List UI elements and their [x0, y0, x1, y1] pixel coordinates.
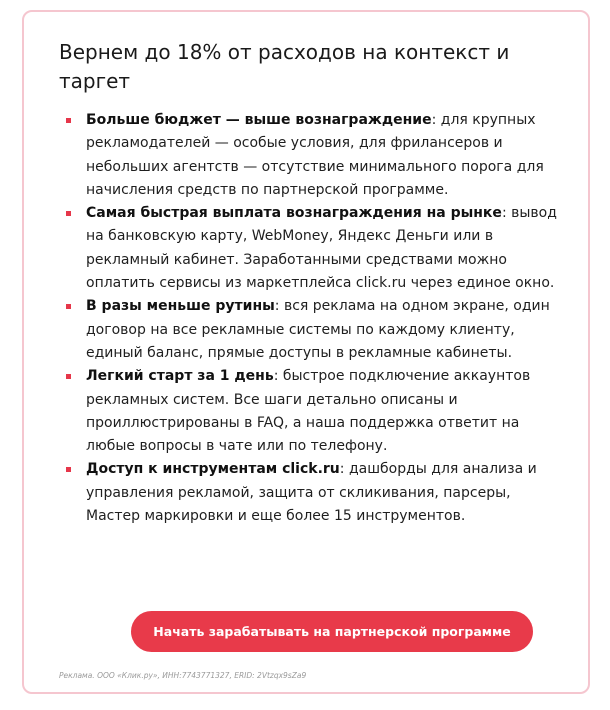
- benefit-heading: В разы меньше рутины: [86, 298, 275, 315]
- benefit-item: [86, 295, 564, 365]
- benefit-heading: Легкий старт за 1 день: [86, 368, 274, 385]
- benefit-heading: Доступ к инструментам click.ru: [86, 461, 340, 478]
- benefit-item: [86, 202, 564, 295]
- benefit-text: : быстрое подключение аккаунтов рекламных систем. Все шаги детально описаны и проиллюстрированы в FAQ, а наша поддержка ответит на любые вопросы в чате или по телефону.: [86, 368, 531, 455]
- bullet-icon: [66, 211, 71, 216]
- bullet-icon: [66, 467, 71, 472]
- promo-card: [22, 10, 590, 694]
- bullet-icon: [66, 304, 71, 309]
- promo-title: Вернем до 18% от расходов на контекст и таргет: [59, 40, 510, 93]
- benefit-text: : вся реклама на одном экране, один договор на все рекламные системы по каждому клиенту, единый баланс, прямые доступы в рекламные кабинеты.: [86, 298, 550, 361]
- start-earning-button[interactable]: Начать зарабатывать на партнерской программе: [131, 611, 533, 652]
- benefit-item: [86, 109, 564, 202]
- benefits-list: [86, 109, 564, 528]
- benefit-item: [86, 458, 564, 528]
- ad-disclaimer: Реклама. ООО «Клик.ру», ИНН:7743771327, ERID: 2Vtzqx9sZa9: [59, 671, 307, 680]
- benefit-text: : для крупных рекламодателей — особые условия, для фрилансеров и небольших агентств — отсутствие минимального порога для начисления средств по партнерской программе.: [86, 112, 544, 198]
- bullet-icon: [66, 118, 71, 123]
- benefit-heading: Больше бюджет — выше вознаграждение: [86, 112, 432, 128]
- benefit-text: : вывод на банковскую карту, WebMoney, Яндекс Деньги или в рекламный кабинет. Заработанными средствами можно оплатить сервисы из маркетплейса click.ru через единое окно.: [86, 205, 557, 292]
- benefit-item: [86, 365, 564, 458]
- bullet-icon: [66, 374, 71, 379]
- benefit-text: : дашборды для анализа и управления рекламой, защита от скликивания, парсеры, Мастер маркировки и еще более 15 инструментов.: [86, 461, 537, 525]
- benefit-heading: Самая быстрая выплата вознаграждения на рынке: [86, 205, 502, 222]
